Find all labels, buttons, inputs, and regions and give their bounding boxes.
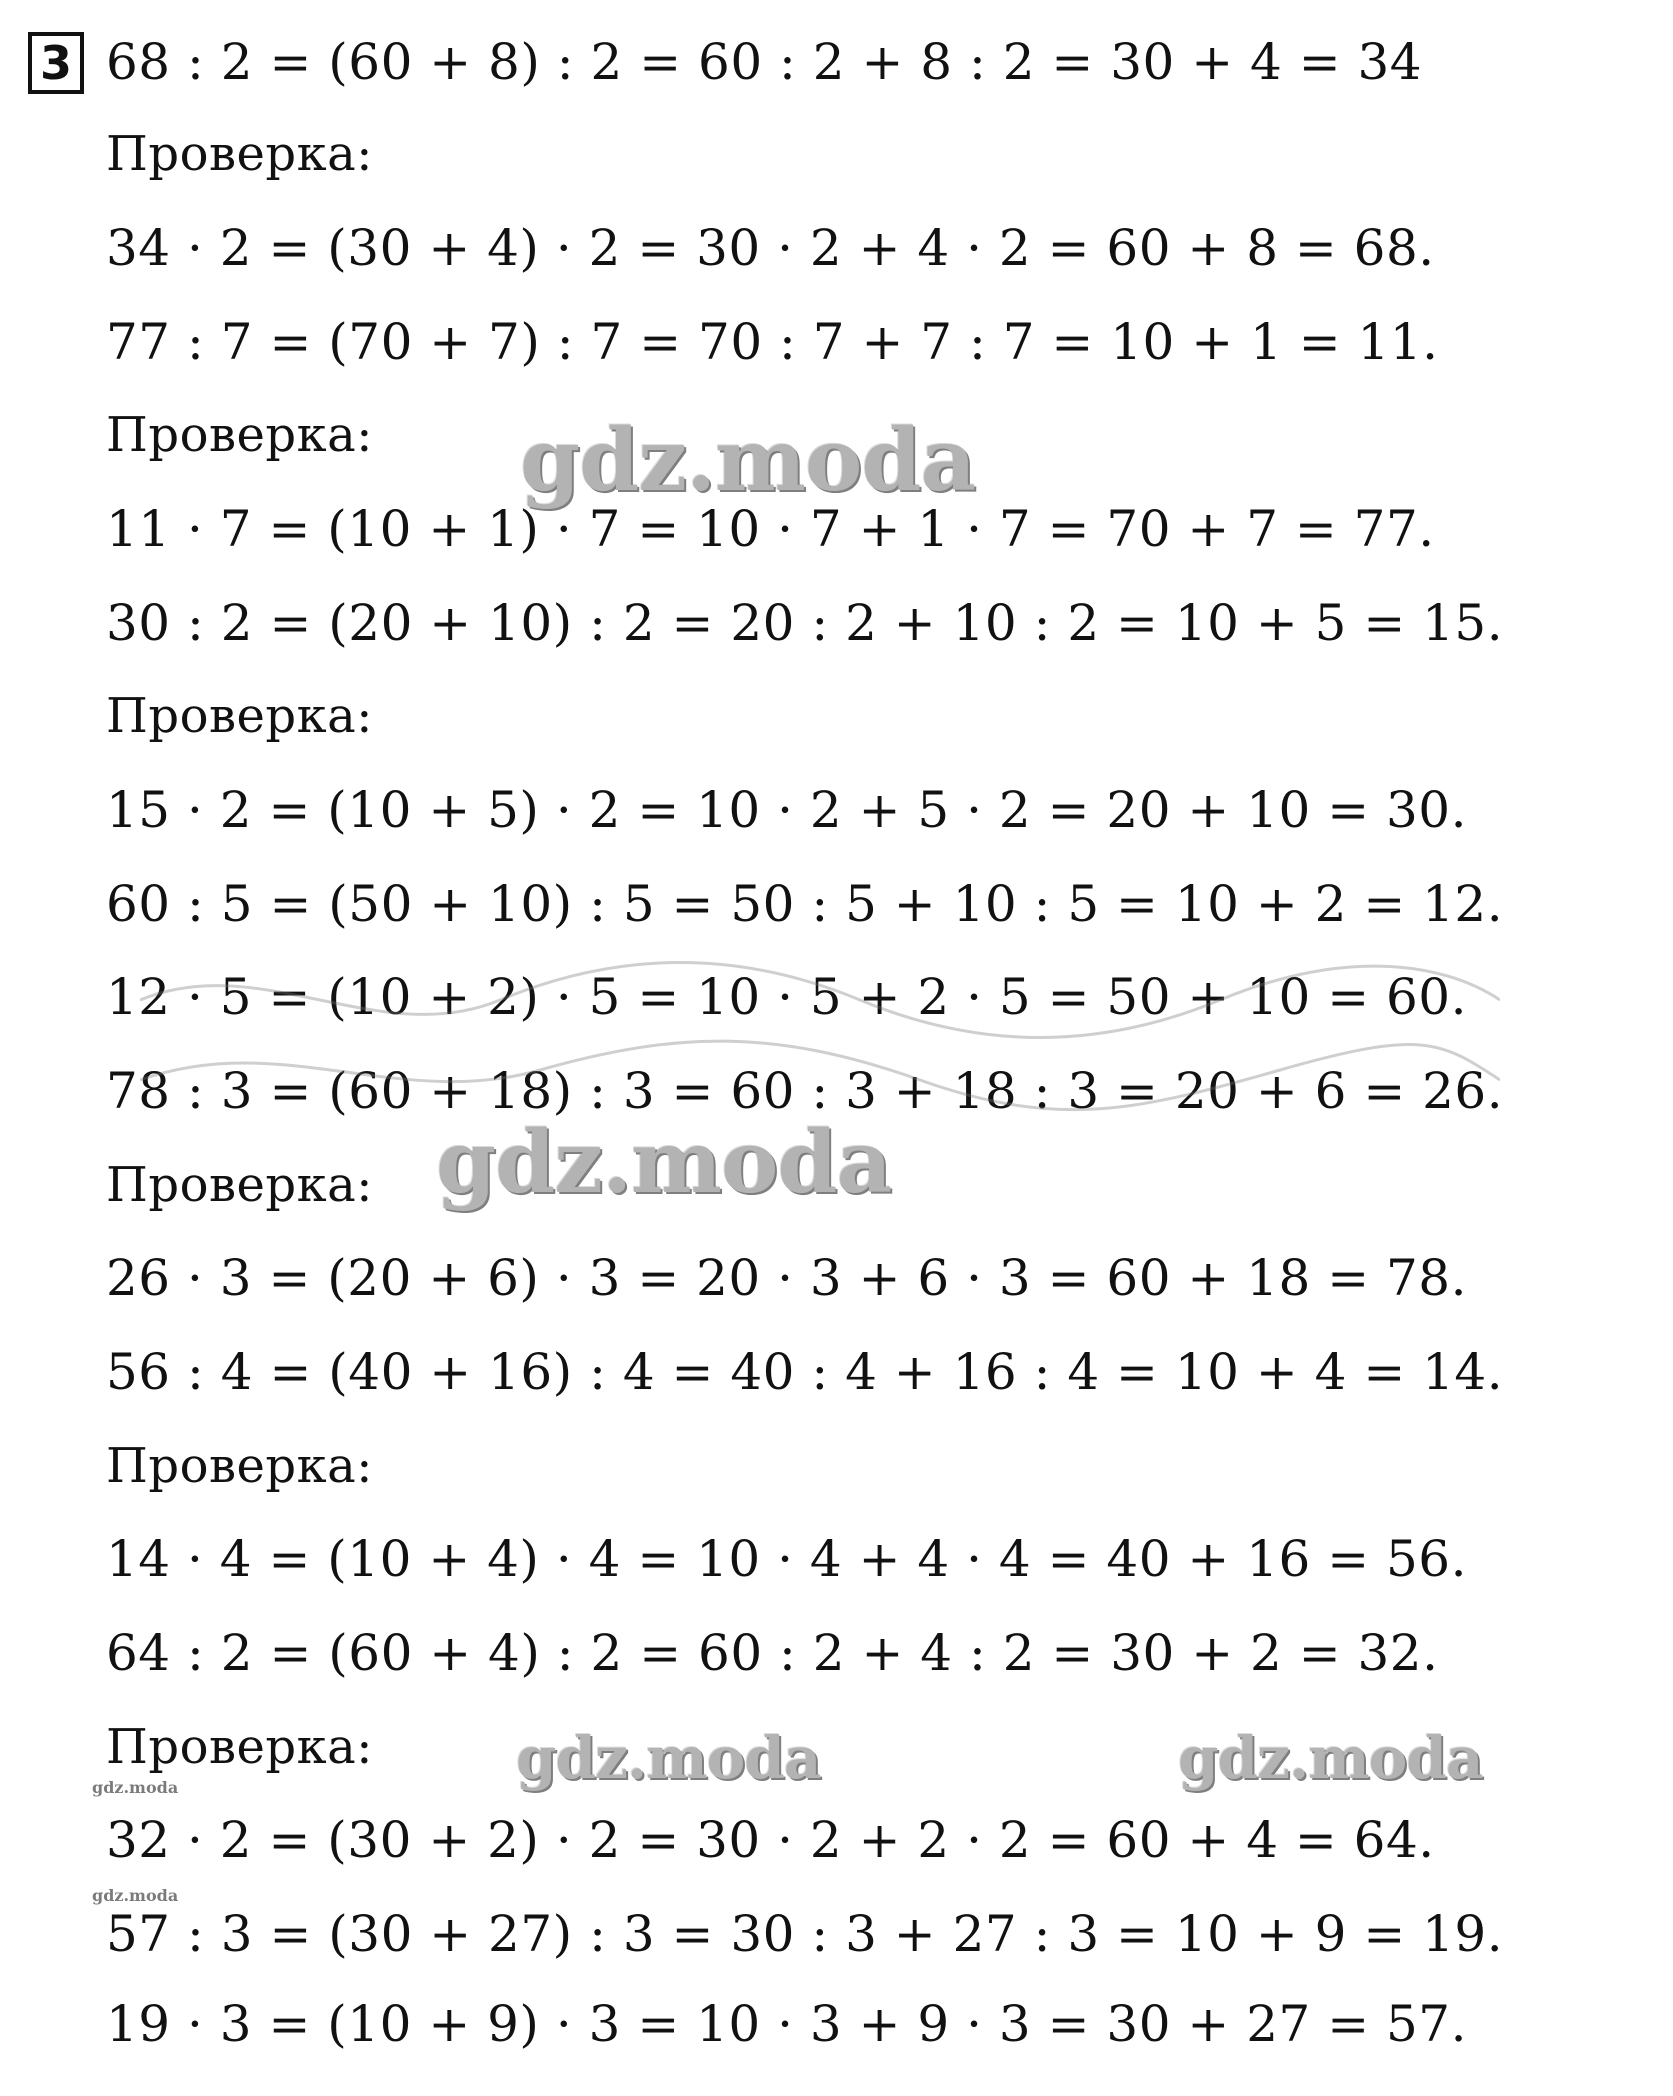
watermark-logo: gdz.moda [1178,1724,1483,1792]
equation-line: 56 : 4 = (40 + 16) : 4 = 40 : 4 + 16 : 4 = 10 + 4 = 14. [106,1343,1504,1401]
check-label: Проверка: [106,1719,373,1775]
equation-line: 15 · 2 = (10 + 5) · 2 = 10 · 2 + 5 · 2 = 20 + 10 = 30. [106,781,1468,839]
equation-line: 26 · 3 = (20 + 6) · 3 = 20 · 3 + 6 · 3 = 60 + 18 = 78. [106,1249,1468,1307]
watermark-logo: gdz.moda [516,1724,821,1792]
check-label: Проверка: [106,407,373,463]
equation-line: 34 · 2 = (30 + 4) · 2 = 30 · 2 + 4 · 2 = 60 + 8 = 68. [106,219,1435,277]
equation-line: 11 · 7 = (10 + 1) · 7 = 10 · 7 + 1 · 7 = 70 + 7 = 77. [106,500,1435,558]
equation-line: 19 · 3 = (10 + 9) · 3 = 10 · 3 + 9 · 3 = 30 + 27 = 57. [106,1995,1468,2053]
watermark-small: gdz.moda [92,1778,179,1797]
equation-line: 57 : 3 = (30 + 27) : 3 = 30 : 3 + 27 : 3 = 10 + 9 = 19. [106,1905,1504,1963]
equation-line: 64 : 2 = (60 + 4) : 2 = 60 : 2 + 4 : 2 = 30 + 2 = 32. [106,1624,1439,1682]
check-label: Проверка: [106,1157,373,1213]
watermark-logo: gdz.moda [520,410,976,511]
check-label: Проверка: [106,126,373,182]
watermark-small: gdz.moda [92,1886,179,1905]
task-number-box: 3 [28,32,84,94]
check-label: Проверка: [106,688,373,744]
watermark-logo: gdz.moda [436,1112,892,1213]
equation-line: 77 : 7 = (70 + 7) : 7 = 70 : 7 + 7 : 7 = 10 + 1 = 11. [106,313,1439,371]
equation-line: 14 · 4 = (10 + 4) · 4 = 10 · 4 + 4 · 4 = 40 + 16 = 56. [106,1530,1468,1588]
equation-line: 78 : 3 = (60 + 18) : 3 = 60 : 3 + 18 : 3 = 20 + 6 = 26. [106,1062,1504,1120]
equation-line: 68 : 2 = (60 + 8) : 2 = 60 : 2 + 8 : 2 = 30 + 4 = 34 [106,33,1423,91]
equation-line: 12 · 5 = (10 + 2) · 5 = 10 · 5 + 2 · 5 = 50 + 10 = 60. [106,968,1468,1026]
equation-line: 60 : 5 = (50 + 10) : 5 = 50 : 5 + 10 : 5 = 10 + 2 = 12. [106,875,1504,933]
equation-line: 30 : 2 = (20 + 10) : 2 = 20 : 2 + 10 : 2 = 10 + 5 = 15. [106,594,1504,652]
check-label: Проверка: [106,1438,373,1494]
equation-line: 32 · 2 = (30 + 2) · 2 = 30 · 2 + 2 · 2 = 60 + 4 = 64. [106,1811,1435,1869]
